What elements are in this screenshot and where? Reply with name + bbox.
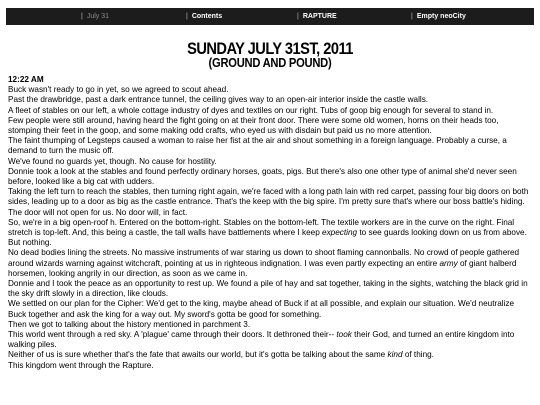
entry-text: Neither of us is sure whether that's the fate that awaits our world, but it's gotta be talking about the same bbox=[8, 350, 388, 360]
entry-timestamp: 12:22 AM bbox=[8, 75, 44, 84]
page-subtitle: (GROUND AND POUND) bbox=[208, 55, 332, 70]
nav-separator: | bbox=[186, 13, 188, 20]
entry-text: This world went through a red sky. A 'plague' came through their doors. It dethroned their-- bbox=[8, 330, 337, 340]
page-title: SUNDAY JULY 31ST, 2011 bbox=[187, 39, 353, 58]
nav-rapture-link[interactable] bbox=[297, 8, 337, 25]
entry-emphasis: took bbox=[336, 330, 352, 340]
nav-empty-neocity-label: Empty neoCity bbox=[416, 13, 466, 20]
nav-date-link[interactable] bbox=[81, 8, 109, 25]
top-navigation-bar bbox=[6, 8, 534, 25]
nav-rapture-label: RAPTURE bbox=[302, 13, 337, 20]
entry-paragraph: Buck wasn't ready to go in yet, so we agreed to scout ahead. bbox=[8, 85, 229, 95]
entry-paragraph: Taking the left turn to reach the stables, then turning right again, we're faced with a long path lain with red carpet, passing four big doors on both sides, leading up to a door as big as the castle entrance. That's the keep with the big spire. I'm pretty sure that's where our boss battle's hiding. bbox=[8, 187, 529, 207]
entry-paragraph bbox=[8, 248, 532, 279]
entry-paragraph: But nothing. bbox=[8, 238, 52, 248]
entry-text: to see guards looking down on us from above. bbox=[357, 228, 527, 238]
entry-emphasis: expecting bbox=[322, 228, 358, 238]
journal-entry bbox=[8, 75, 532, 405]
entry-paragraph bbox=[8, 218, 532, 238]
entry-paragraph: Past the drawbridge, past a dark entrance tunnel, the ceiling gives way to an open-air interior inside the castle walls. bbox=[8, 95, 429, 105]
entry-text: No dead bodies lining the streets. No massive instruments of war staring us down to shoot flaming cannonballs. No crowd of people gathered around wizards warning against witchcraft, pointing at us in righteous indignation. I was even partly expecting an entire bbox=[8, 248, 520, 268]
nav-separator: | bbox=[411, 13, 413, 20]
entry-text: So, we're in a big open-roof h. Entered on the bottom-right. Stables on the bottom-left. The textile workers are in the curve on the right. Final stretch is top-left. And, this being a castle, the tall walls have battlements where I keep bbox=[8, 217, 515, 238]
entry-text: of giant halberd horsemen, looking angrily in our direction, as soon as we came in. bbox=[8, 258, 517, 278]
entry-paragraph: Then we got to talking about the history mentioned in parchment 3. bbox=[8, 319, 251, 329]
nav-separator: | bbox=[81, 13, 83, 20]
entry-paragraph: We settled on our plan for the Cipher: We'd get to the king, maybe ahead of Buck if at all possible, and explain our situation. We'd neutralize Buck together and ask the king for a way out. My sword's gotta be good for something. bbox=[8, 299, 515, 319]
entry-emphasis: kind bbox=[387, 350, 403, 360]
entry-paragraph bbox=[8, 330, 532, 350]
entry-paragraph: Donnie and I took the peace as an opportunity to rest up. We found a pile of hay and sat together, taking in the sights, watching the black grid in the sky drift slowly in a direction, like clouds. bbox=[8, 279, 528, 299]
entry-paragraph: The door will not open for us. No door will, in fact. bbox=[8, 207, 188, 217]
entry-text: their God, and turned an entire kingdom into walking piles. bbox=[8, 330, 515, 350]
nav-contents-label: Contents bbox=[191, 13, 223, 20]
entry-text: of thing. bbox=[402, 350, 434, 360]
nav-date-label: July 31 bbox=[86, 13, 110, 20]
entry-paragraph: Few people were still around, having heard the fight going on at their front door. There were some old women, horns on their heads too, stomping their feet in the goop, and some making odd crafts, who eyed us with disdain but paid us no more attention. bbox=[8, 115, 499, 136]
nav-empty-neocity-link[interactable] bbox=[411, 8, 466, 25]
entry-paragraph: A fleet of stables on our left, a whole cottage industry of dyes and textiles on our right. Tubs of goop big enough for several to stand in. bbox=[8, 105, 494, 115]
entry-paragraph: Donnie took a look at the stables and found perfectly ordinary horses, goats, pigs. But there's also one other type of animal she'd never seen before, looked like a big cat with udders. bbox=[8, 166, 517, 187]
entry-paragraph bbox=[8, 350, 532, 360]
entry-paragraph: This kingdom went through the Rapture. bbox=[8, 360, 154, 370]
entry-paragraph: The faint thumping of Legsteps caused a woman to raise her fist at the air and shout something in a foreign language. Probably a curse, a demand to turn the music off. bbox=[8, 136, 507, 156]
nav-separator: | bbox=[297, 13, 299, 20]
entry-emphasis: army bbox=[439, 258, 458, 268]
nav-contents-link[interactable] bbox=[186, 8, 222, 25]
entry-paragraph: We've found no guards yet, though. No cause for hostility. bbox=[8, 156, 217, 166]
